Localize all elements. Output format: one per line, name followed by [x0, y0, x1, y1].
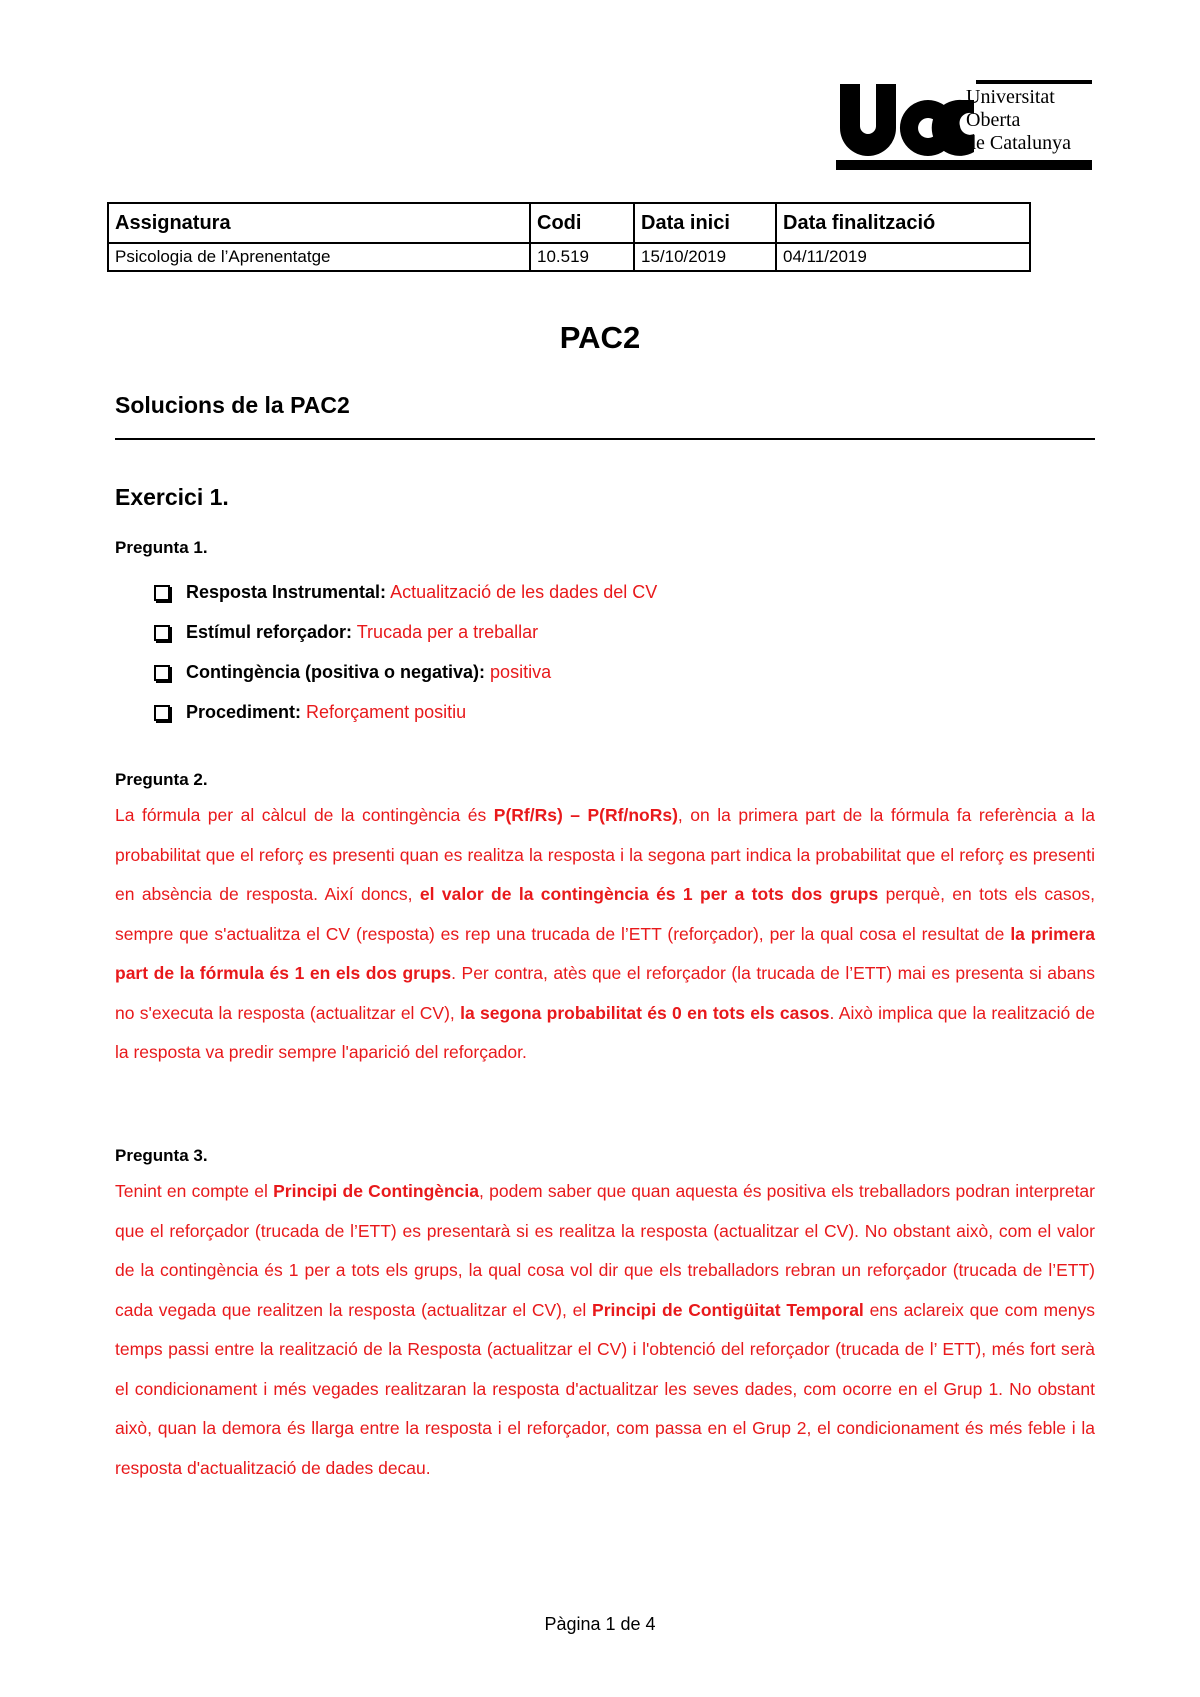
header-assignatura: Assignatura	[108, 203, 530, 243]
item-label: Contingència (positiva o negativa):	[186, 662, 486, 682]
question-2-answer	[115, 796, 1095, 1073]
question-2-label: Pregunta 2.	[115, 770, 208, 789]
cell-data-inici: 15/10/2019	[634, 243, 776, 271]
question-3-label: Pregunta 3.	[115, 1146, 208, 1165]
header-data-inici: Data inici	[634, 203, 776, 243]
answer-emphasis: P(Rf/Rs) – P(Rf/noRs)	[493, 805, 678, 825]
cell-assignatura: Psicologia de l’Aprenentatge	[108, 243, 530, 271]
cell-codi: 10.519	[530, 243, 634, 271]
exercise-heading: Exercici 1.	[115, 484, 229, 510]
answer-text: perquè, en tots els casos, sempre que s'actualitza el CV (resposta) es rep una trucada de l’ETT (reforçador), per la qual cosa el resultat de	[115, 884, 1095, 944]
answer-emphasis: la primera part de la fórmula és 1 en els dos grups	[115, 923, 1096, 983]
header-codi: Codi	[530, 203, 634, 243]
logo-line-2: Oberta	[966, 109, 1021, 131]
item-label: Estímul reforçador:	[186, 622, 353, 642]
list-item	[154, 580, 657, 620]
page-number: Pàgina 1 de 4	[544, 1614, 656, 1634]
answer-text: La fórmula per al càlcul de la contingència és	[115, 805, 494, 825]
item-answer: positiva	[490, 662, 552, 682]
table-row	[108, 243, 1030, 271]
checkbox-bullet-icon	[154, 585, 170, 601]
item-answer: Trucada per a treballar	[356, 622, 539, 642]
answer-text: Tenint en compte el	[115, 1181, 274, 1201]
list-item	[154, 620, 657, 660]
divider	[115, 438, 1095, 440]
course-info-table	[107, 202, 1031, 272]
checkbox-bullet-icon	[154, 625, 170, 641]
question-3-answer	[115, 1172, 1095, 1488]
answer-emphasis: la segona probabilitat és 0 en tots els casos	[460, 1002, 830, 1023]
logo-line-1: Universitat	[966, 86, 1055, 108]
header-data-finalitzacio: Data finalització	[776, 203, 1030, 243]
checkbox-bullet-icon	[154, 665, 170, 681]
cell-data-finalitzacio: 04/11/2019	[776, 243, 1030, 271]
answer-emphasis: Principi de Contigüitat Temporal	[592, 1299, 864, 1320]
answer-text: , podem saber que quan aquesta és positiva els treballadors podran interpretar que el reforçador (trucada de l’ETT) es presentarà si es realitza la resposta (actualitzar el CV). No obstant això, com el valor de la contingència és 1 per a tots els grups, la qual cosa vol dir que els treballadors rebran un reforçador (trucada de l’ETT) cada vegada que realitzen la resposta (actualitzar el CV), el	[115, 1181, 1095, 1320]
page-subtitle: Solucions de la PAC2	[115, 392, 350, 418]
item-answer: Reforçament positiu	[306, 702, 467, 722]
answer-text: . Per contra, atès que el reforçador (la trucada de l’ETT) mai es presenta si abans no s'executa la resposta (actualitzar el CV),	[115, 963, 1095, 1023]
item-answer: Actualització de les dades del CV	[390, 582, 658, 602]
page-title: PAC2	[559, 320, 641, 355]
list-item	[154, 660, 657, 700]
question-1-list	[154, 580, 657, 740]
answer-emphasis: Principi de Contingència	[273, 1181, 480, 1201]
checkbox-bullet-icon	[154, 705, 170, 721]
answer-text: , on la primera part de la fórmula fa referència a la probabilitat que el reforç es presenti quan es realitza la resposta i la segona part indica la probabilitat que el reforç es presenti en absència de resposta. Així doncs,	[115, 805, 1095, 904]
question-1-label: Pregunta 1.	[115, 538, 208, 557]
university-name	[966, 86, 1071, 155]
list-item	[154, 700, 657, 740]
item-label: Procediment:	[186, 702, 302, 722]
item-label: Resposta Instrumental:	[186, 582, 387, 602]
logo-line-3: de Catalunya	[966, 132, 1071, 154]
table-header-row	[108, 203, 1030, 243]
answer-text: . Això implica que la realització de la resposta va predir sempre l'aparició del reforçador.	[115, 1002, 1095, 1062]
answer-emphasis: el valor de la contingència és 1 per a tots dos grups	[419, 884, 879, 904]
answer-text: ens aclareix que com menys temps passi entre la realització de la Resposta (actualitzar el CV) i l'obtenció del reforçador (trucada de l’ ETT), més fort serà el condicionament i més vegades realitzaran la resposta d'actualitzar les seves dades, com ocorre en el Grup 1. No obstant això, quan la demora és llarga entre la resposta i el reforçador, com passa en el Grup 2, el condicionament és més feble i la resposta d'actualització de dades decau.	[115, 1299, 1095, 1478]
